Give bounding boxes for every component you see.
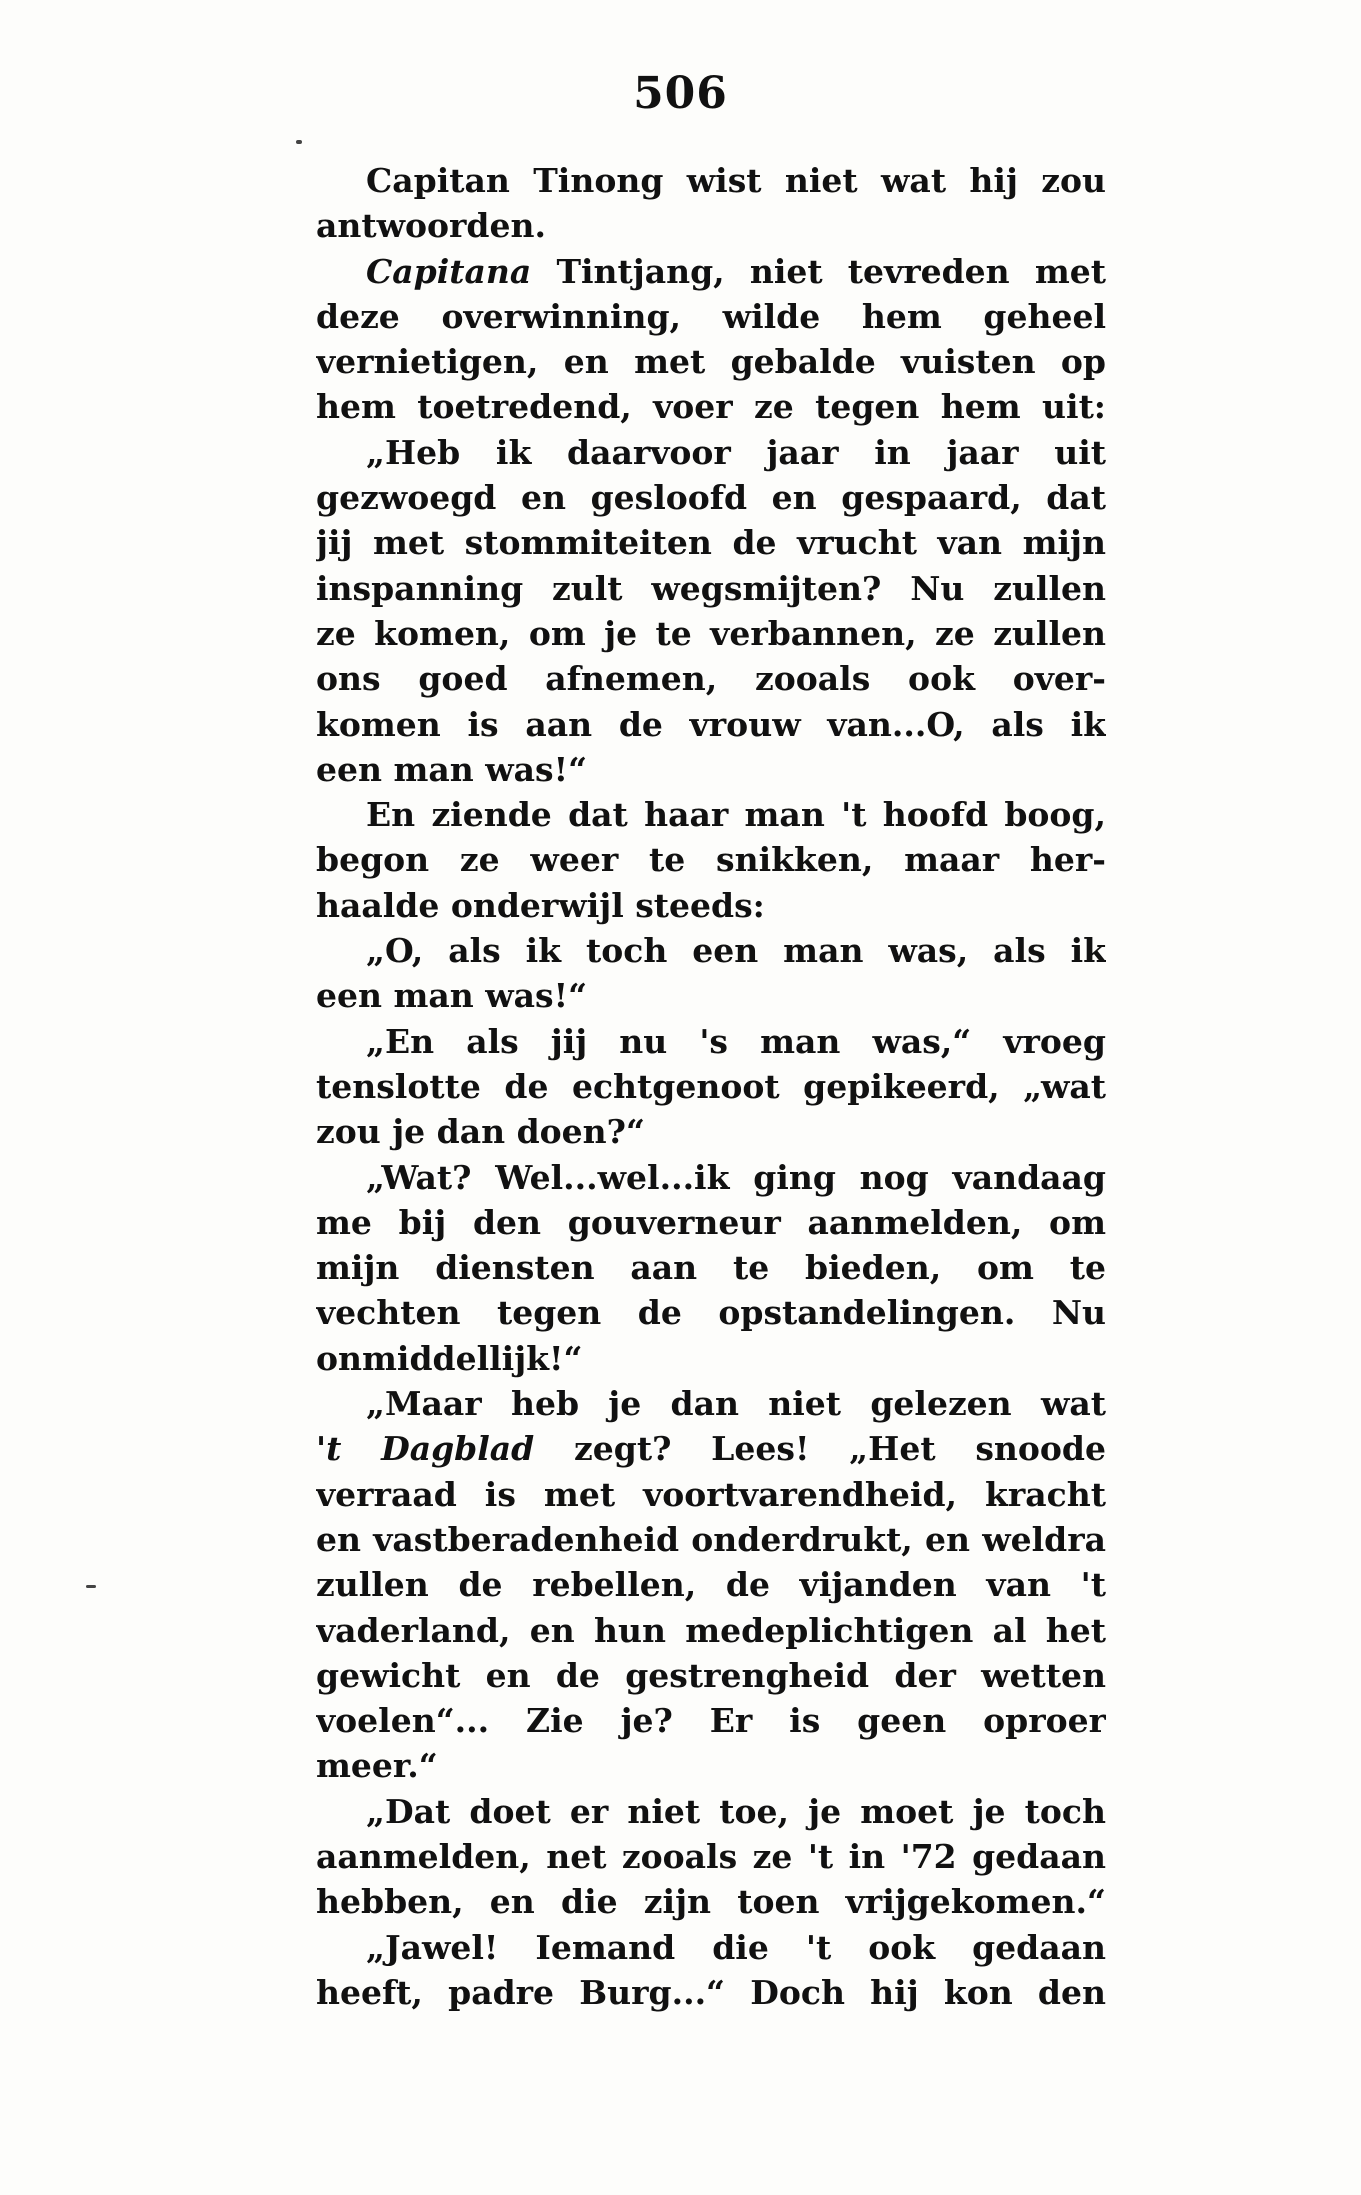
text-line: komen is aan de vrouw van...O, als ik: [316, 704, 1106, 744]
text-line: „En als jij nu 's man was,“ vroeg: [366, 1021, 1106, 1061]
text-line: voelen“... Zie je? Er is geen oproer: [316, 1701, 1106, 1741]
text-line: ons goed afnemen, zooals ook over-: [316, 659, 1106, 699]
text-line: begon ze weer te snikken, maar her-: [316, 840, 1106, 880]
text-line: heeft, padre Burg...“ Doch hij kon den: [316, 1972, 1106, 2012]
text-line: „Wat? Wel...wel...ik ging nog vandaag: [366, 1157, 1106, 1197]
text-line: hem toetredend, voer ze tegen hem uit:: [316, 387, 1106, 427]
text-line: jij met stommiteiten de vrucht van mijn: [316, 523, 1106, 563]
text-line: zou je dan doen?“: [316, 1112, 645, 1152]
text-line: inspanning zult wegsmijten? Nu zullen: [316, 568, 1106, 608]
italic-title: t Dagblad: [326, 1429, 535, 1469]
text-line: onmiddellijk!“: [316, 1338, 583, 1378]
text-line: vaderland, en hun medeplichtigen al het: [316, 1610, 1106, 1650]
text-line: meer.“: [316, 1746, 438, 1786]
print-speck: [296, 140, 302, 144]
body-text: [316, 158, 1106, 2015]
text-line: verraad is met voortvarendheid, kracht: [316, 1474, 1106, 1514]
text-line: antwoorden.: [316, 206, 546, 246]
text-line: deze overwinning, wilde hem geheel: [316, 296, 1106, 336]
text-line: „Jawel! Iemand die 't ook gedaan: [366, 1927, 1106, 1967]
text-line: gezwoegd en gesloofd en gespaard, dat: [316, 478, 1106, 518]
text-line: „Dat doet er niet toe, je moet je toch: [366, 1791, 1106, 1831]
text-line: vernietigen, en met gebalde vuisten op: [316, 342, 1106, 382]
text-line-suffix: Tintjang, niet tevreden met: [531, 251, 1106, 291]
text-line: gewicht en de gestrengheid der wetten: [316, 1655, 1106, 1695]
text-line: mijn diensten aan te bieden, om te: [316, 1248, 1106, 1288]
text-line: zullen de rebellen, de vijanden van 't: [316, 1565, 1106, 1605]
text-line: „Heb ik daarvoor jaar in jaar uit: [366, 432, 1106, 472]
text-line: ze komen, om je te verbannen, ze zullen: [316, 613, 1106, 653]
text-line: En ziende dat haar man 't hoofd boog,: [366, 795, 1106, 835]
text-line: [316, 1426, 1106, 1471]
text-line: tenslotte de echtgenoot gepikeerd, „wat: [316, 1066, 1106, 1106]
text-line: hebben, en die zijn toen vrijgekomen.“: [316, 1882, 1106, 1922]
print-speck: [86, 1585, 96, 1588]
page-number: 506: [633, 68, 728, 119]
text-line: me bij den gouverneur aanmelden, om: [316, 1202, 1106, 1242]
italic-title: Capitana: [366, 251, 532, 291]
text-line: [316, 249, 1106, 294]
text-line: aanmelden, net zooals ze 't in '72 gedaan: [316, 1836, 1106, 1876]
text-line: vechten tegen de opstandelingen. Nu: [316, 1293, 1106, 1333]
text-line: haalde onderwijl steeds:: [316, 885, 765, 925]
text-line: Capitan Tinong wist niet wat hij zou: [366, 161, 1106, 200]
text-line: en vastberadenheid onderdrukt, en weldra: [316, 1519, 1106, 1559]
text-line-prefix: ': [316, 1429, 327, 1469]
text-line: „Maar heb je dan niet gelezen wat: [366, 1384, 1106, 1424]
text-line-suffix: zegt? Lees! „Het snoode: [534, 1429, 1106, 1469]
text-line: een man was!“: [316, 976, 588, 1016]
text-line: een man was!“: [316, 749, 588, 789]
text-line: „O, als ik toch een man was, als ik: [366, 931, 1106, 971]
